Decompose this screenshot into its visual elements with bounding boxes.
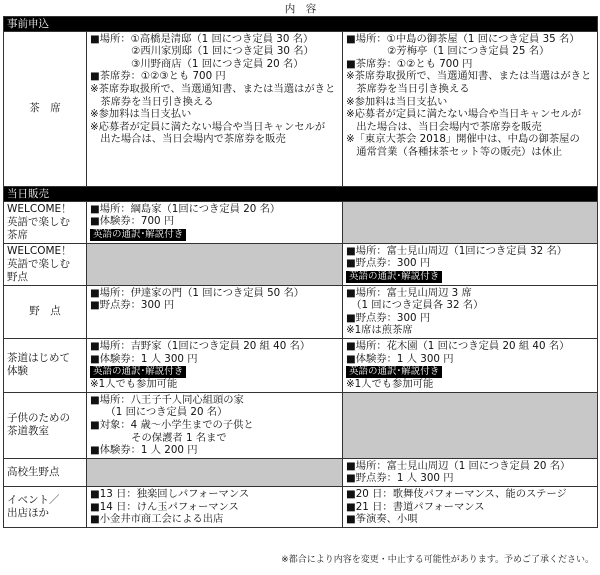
text-line: ■場所：伊達家の門（1 回につき定員 50 名）	[90, 286, 305, 299]
text-line: ■体験券：700 円	[90, 215, 175, 228]
row-hajimete-label	[4, 338, 87, 392]
text-line: ②芳梅亭（1 回につき定員 25 名）	[346, 45, 550, 58]
row-label-text: WELCOME！	[7, 202, 72, 215]
row-label-text: 茶 席	[29, 102, 61, 115]
row-nodate-left	[87, 285, 343, 338]
text-line: ※応募者が定員に満たない場合や当日キャンセルが	[346, 108, 582, 121]
english-guide-badge: 英語の通訳･解説付き	[346, 366, 442, 378]
row-welcome-nodate	[4, 243, 598, 285]
text-line: ■対象：4 歳～小学生までの子供と	[90, 418, 254, 431]
row-hajimete-left	[87, 338, 343, 392]
text-line: ※1席は煎茶席	[346, 324, 413, 337]
text-line: ■場所：富士見山周辺 3 席	[346, 286, 472, 299]
row-welcome-nodate-label	[4, 243, 87, 285]
row-nodate	[4, 285, 598, 338]
row-label-text: WELCOME！	[7, 244, 72, 257]
row-chaseki-left	[87, 31, 343, 186]
text-line: ※茶席券取扱所で、当選通知書、または当選はがきと	[90, 82, 336, 95]
row-kodomo-left	[87, 392, 343, 458]
row-label-text: 茶道はじめて	[7, 352, 70, 365]
english-guide-badge: 英語の通訳･解説付き	[90, 366, 186, 378]
row-welcome-chaseki-label	[4, 201, 87, 243]
section-advance-label: 事前申込	[4, 16, 598, 31]
text-line: ※参加料は当日支払い	[346, 95, 448, 108]
row-nodate-right	[343, 285, 598, 338]
row-label-text: イベント／	[7, 493, 60, 506]
text-line: ■場所：吉野家（1回につき定員 20 組 40 名）	[90, 339, 311, 352]
text-line: ■場所：花木園（1 回につき定員 20 組 40 名）	[346, 339, 570, 352]
text-line: ■野点券：300 円	[90, 299, 175, 312]
text-line: ■場所：八王子千人同心組頭の家	[90, 393, 244, 406]
text-line: ■20 日：歌舞伎パフォーマンス、能のステージ	[346, 487, 567, 500]
row-label-text: 体験	[7, 365, 28, 378]
row-label-text: 出店ほか	[7, 506, 49, 519]
row-welcome-nodate-left-empty	[87, 243, 343, 285]
row-hajimete-right	[343, 338, 598, 392]
text-line: 出た場合は、当日会場内で茶席券を販売	[90, 133, 286, 146]
row-label-text: 高校生野点	[7, 465, 60, 478]
text-line: ■茶席券：①②とも 700 円	[346, 57, 473, 70]
text-line: 茶席券を当日引き換える	[346, 82, 470, 95]
text-line: ■体験券：1 人 300 円	[90, 352, 198, 365]
table-header-row	[4, 3, 598, 16]
text-line: 通常営業（各種抹茶セット等の販売）は休止	[346, 145, 563, 158]
text-line: ■野点券：300 円	[346, 257, 431, 270]
text-line: ※1人でも参加可能	[346, 378, 434, 391]
row-kodomo	[4, 392, 598, 458]
row-welcome-chaseki	[4, 201, 598, 243]
text-line: 茶席券を当日引き換える	[90, 95, 214, 108]
row-event	[4, 486, 598, 527]
row-koukousei-label	[4, 458, 87, 486]
row-event-left	[87, 486, 343, 527]
row-nodate-label	[4, 285, 87, 338]
text-line: ※応募者が定員に満たない場合や当日キャンセルが	[90, 120, 326, 133]
row-label-text: 野 点	[29, 305, 61, 318]
text-line: ■野点券：1 人 300 円	[346, 472, 454, 485]
row-label-text: 茶席	[7, 228, 28, 241]
text-line: その保護者 1 名まで	[90, 431, 227, 444]
row-label-text: 英語で楽しむ	[7, 215, 70, 228]
row-label-text: 英語で楽しむ	[7, 257, 70, 270]
table-title: 内 容	[4, 3, 598, 16]
text-line: ■13 日：独楽回しパフォーマンス	[90, 487, 250, 500]
section-same-day	[4, 186, 598, 201]
row-chaseki-label	[4, 31, 87, 186]
text-line: ■21 日：書道パフォーマンス	[346, 500, 485, 513]
row-chaseki	[4, 31, 598, 186]
text-line: ■場所：①高橋是清邸（1 回につき定員 30 名）	[90, 32, 314, 45]
section-same-day-label: 当日販売	[4, 186, 598, 201]
text-line: ※1人でも参加可能	[90, 378, 178, 391]
row-label-text: 子供のための	[7, 412, 70, 425]
text-line: 出た場合は、当日会場内で茶席券を販売	[346, 120, 542, 133]
text-line: ③川野商店（1 回につき定員 20 名）	[90, 57, 304, 70]
text-line: ■14 日：けん玉パフォーマンス	[90, 500, 239, 513]
section-advance	[4, 16, 598, 31]
text-line: ■場所：富士見山周辺（1回につき定員 32 名）	[346, 244, 568, 257]
event-table	[3, 3, 598, 528]
text-line: （1 回につき定員各 32 名）	[346, 299, 484, 312]
row-kodomo-right-empty	[343, 392, 598, 458]
text-line: ■場所：綱島家（1回につき定員 20 名）	[90, 202, 281, 215]
row-kodomo-label	[4, 392, 87, 458]
text-line: ■茶席券：①②③とも 700 円	[90, 70, 226, 83]
text-line: ■筝演奏、小唄	[346, 513, 418, 526]
english-guide-badge: 英語の通訳･解説付き	[90, 229, 186, 241]
text-line: ■小金井市商工会による出店	[90, 513, 224, 526]
row-chaseki-right	[343, 31, 598, 186]
text-line: （1 回につき定員 20 名）	[90, 406, 228, 419]
text-line: ※茶席券取扱所で、当選通知書、または当選はがきと	[346, 70, 592, 83]
row-welcome-nodate-right	[343, 243, 598, 285]
text-line: ■体験券：1 人 300 円	[346, 352, 454, 365]
text-line: ※「東京大茶会 2018」開催中は、中島の御茶屋の	[346, 133, 580, 146]
row-welcome-chaseki-right-empty	[343, 201, 598, 243]
english-guide-badge: 英語の通訳･解説付き	[346, 271, 442, 283]
text-line: ■野点券：300 円	[346, 311, 431, 324]
row-label-text: 野点	[7, 270, 28, 283]
text-line: ■体験券：1 人 200 円	[90, 444, 198, 457]
text-line: ■場所：富士見山周辺（1 回につき定員 20 名）	[346, 459, 571, 472]
row-event-label	[4, 486, 87, 527]
row-koukousei-right	[343, 458, 598, 486]
text-line: ※参加料は当日支払い	[90, 108, 192, 121]
row-koukousei-left-empty	[87, 458, 343, 486]
text-line: ②西川家別邸（1 回につき定員 30 名）	[90, 45, 314, 58]
row-event-right	[343, 486, 598, 527]
text-line: ■場所：①中島の御茶屋（1 回につき定員 35 名）	[346, 32, 580, 45]
footnote: ※都合により内容を変更・中止する可能性があります。予めご了承ください。	[281, 555, 594, 565]
row-welcome-chaseki-left	[87, 201, 343, 243]
row-label-text: 茶道教室	[7, 425, 49, 438]
row-hajimete	[4, 338, 598, 392]
row-koukousei	[4, 458, 598, 486]
schedule-sheet	[3, 3, 597, 528]
